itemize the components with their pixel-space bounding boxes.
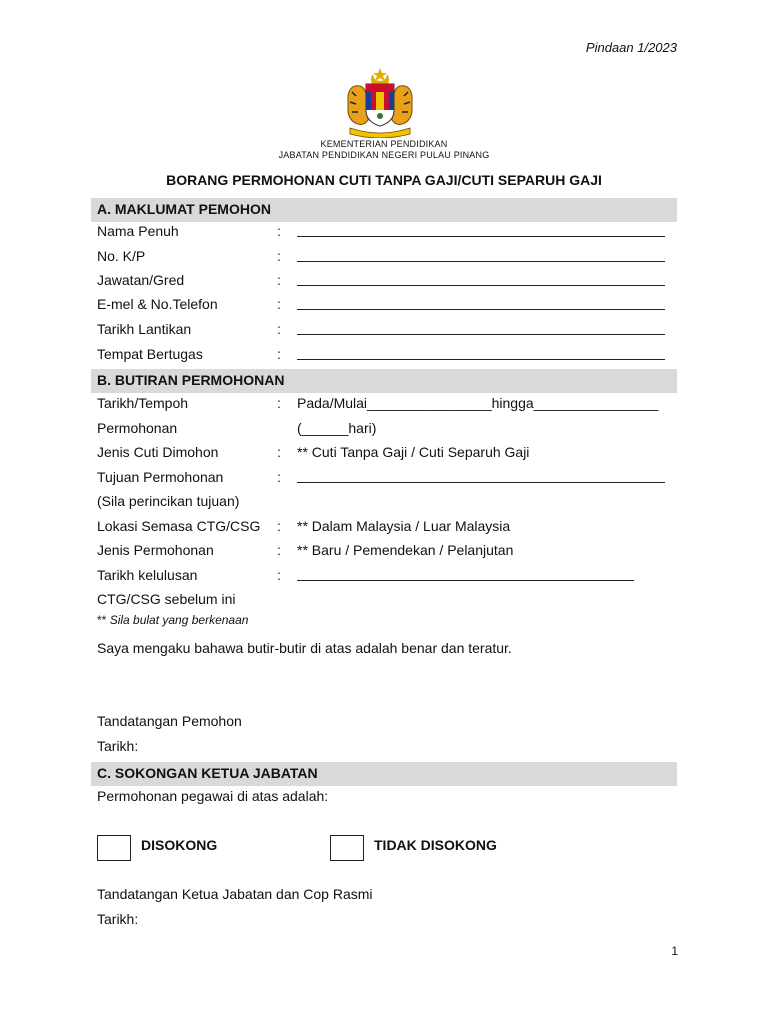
- support-label: DISOKONG: [141, 837, 218, 853]
- appointment-date-input-line[interactable]: [297, 334, 665, 335]
- field-colon: :: [277, 321, 281, 337]
- field-location: [97, 514, 677, 538]
- field-label: (Sila perincikan tujuan): [97, 493, 240, 509]
- full-name-input-line[interactable]: [297, 236, 665, 237]
- field-label: Jenis Permohonan: [97, 542, 214, 558]
- field-label: CTG/CSG sebelum ini: [97, 591, 236, 607]
- ministry-line-1: KEMENTERIAN PENDIDIKAN: [320, 139, 448, 149]
- location-options[interactable]: ** Dalam Malaysia / Luar Malaysia: [297, 518, 511, 534]
- field-period-cont: [97, 416, 677, 440]
- leave-type-options[interactable]: ** Cuti Tanpa Gaji / Cuti Separuh Gaji: [297, 444, 530, 460]
- field-workplace: [97, 342, 677, 366]
- application-type-options[interactable]: ** Baru / Pemendekan / Pelanjutan: [297, 542, 514, 558]
- field-purpose: [97, 465, 677, 489]
- field-colon: :: [277, 248, 281, 264]
- field-approval-date: [97, 563, 677, 587]
- field-colon: :: [277, 223, 281, 239]
- field-colon: :: [277, 395, 281, 411]
- applicant-signature-label: Tandatangan Pemohon: [97, 713, 242, 729]
- field-colon: :: [277, 272, 281, 288]
- approval-date-input-line[interactable]: [297, 580, 634, 581]
- field-colon: :: [277, 469, 281, 485]
- period-value[interactable]: Pada/Mulai________________hingga________________: [297, 395, 659, 411]
- field-application-type: [97, 538, 677, 562]
- email-phone-input-line[interactable]: [297, 309, 665, 310]
- support-checkbox[interactable]: [97, 835, 131, 861]
- field-label: E-mel & No.Telefon: [97, 296, 218, 312]
- field-colon: :: [277, 444, 281, 460]
- position-grade-input-line[interactable]: [297, 285, 665, 286]
- coat-of-arms-logo: [340, 66, 420, 138]
- field-ic-number: [97, 244, 677, 268]
- ministry-name: [0, 139, 768, 161]
- field-period: [97, 391, 677, 415]
- field-label: No. K/P: [97, 248, 146, 264]
- field-position-grade: [97, 268, 677, 292]
- not-support-checkbox[interactable]: [330, 835, 364, 861]
- field-colon: :: [277, 567, 281, 583]
- field-label: Lokasi Semasa CTG/CSG: [97, 518, 261, 534]
- head-date-label: Tarikh:: [97, 911, 139, 927]
- note-marker: **: [97, 613, 107, 627]
- field-label: Nama Penuh: [97, 223, 179, 239]
- section-b-header: B. BUTIRAN PERMOHONAN: [91, 369, 677, 393]
- field-label: Tarikh kelulusan: [97, 567, 198, 583]
- field-appointment-date: [97, 317, 677, 341]
- field-label: Tempat Bertugas: [97, 346, 203, 362]
- note-text: Sila bulat yang berkenaan: [109, 613, 249, 627]
- field-label: Jenis Cuti Dimohon: [97, 444, 219, 460]
- workplace-input-line[interactable]: [297, 359, 665, 360]
- field-label: Tarikh Lantikan: [97, 321, 192, 337]
- field-label: Permohonan: [97, 420, 178, 436]
- amendment-label: Pindaan 1/2023: [585, 40, 677, 55]
- field-colon: :: [277, 542, 281, 558]
- field-label: Tarikh/Tempoh: [97, 395, 189, 411]
- field-full-name: [97, 219, 677, 243]
- period-days[interactable]: (______hari): [297, 420, 377, 436]
- section-a-header: A. MAKLUMAT PEMOHON: [91, 198, 677, 222]
- ic-number-input-line[interactable]: [297, 261, 665, 262]
- field-leave-type: [97, 440, 677, 464]
- field-label: Jawatan/Gred: [97, 272, 185, 288]
- page-number: 1: [671, 944, 678, 958]
- support-intro-text: Permohonan pegawai di atas adalah:: [97, 788, 329, 804]
- field-email-phone: [97, 292, 677, 316]
- field-purpose-cont: [97, 489, 677, 513]
- circle-note: [97, 613, 248, 627]
- field-approval-date-cont: [97, 587, 677, 611]
- not-support-label: TIDAK DISOKONG: [374, 837, 497, 853]
- ministry-line-2: JABATAN PENDIDIKAN NEGERI PULAU PINANG: [278, 150, 490, 160]
- applicant-date-label: Tarikh:: [97, 738, 139, 754]
- declaration-text: Saya mengaku bahawa butir-butir di atas adalah benar dan teratur.: [97, 640, 512, 656]
- field-colon: :: [277, 346, 281, 362]
- field-colon: :: [277, 518, 281, 534]
- form-title: BORANG PERMOHONAN CUTI TANPA GAJI/CUTI SEPARUH GAJI: [166, 172, 602, 188]
- purpose-input-line[interactable]: [297, 482, 665, 483]
- field-colon: :: [277, 296, 281, 312]
- section-c-header: C. SOKONGAN KETUA JABATAN: [91, 762, 677, 786]
- field-label: Tujuan Permohonan: [97, 469, 224, 485]
- head-signature-label: Tandatangan Ketua Jabatan dan Cop Rasmi: [97, 886, 373, 902]
